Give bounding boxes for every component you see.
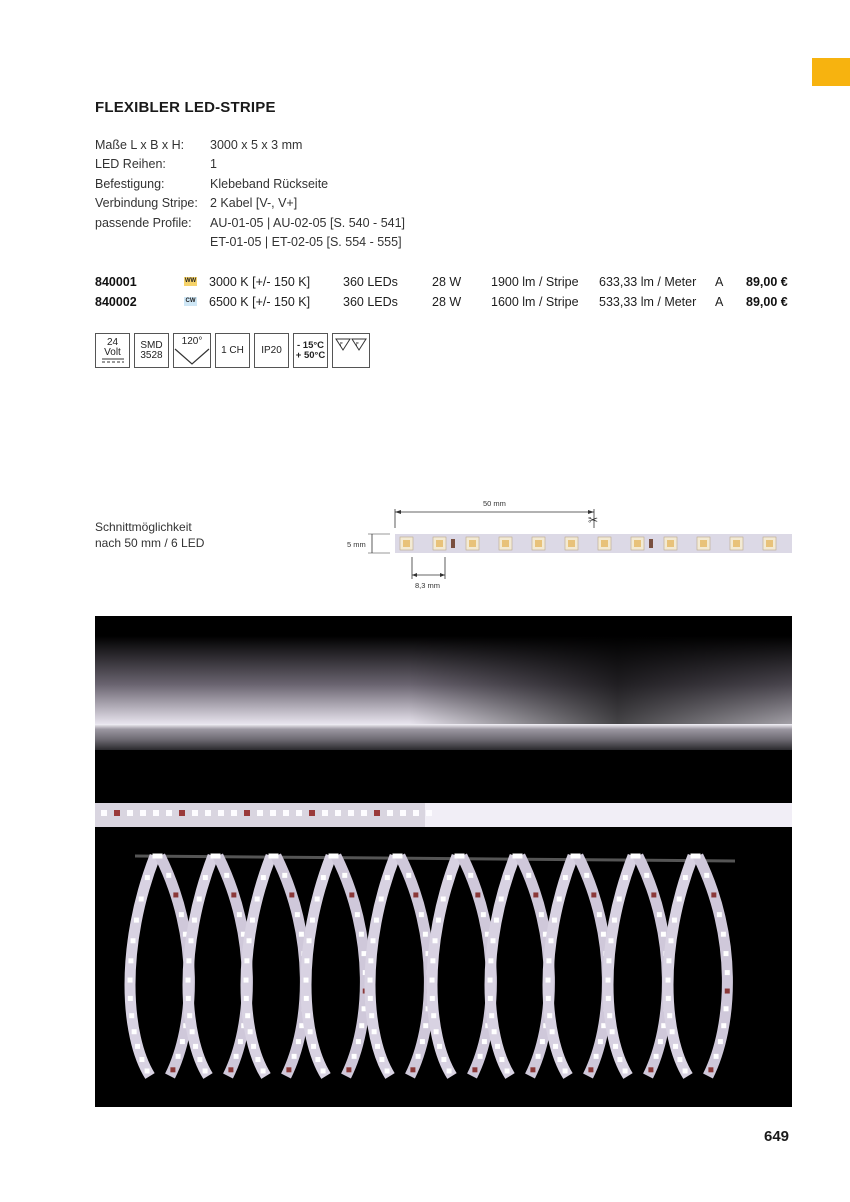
- price: 89,00 €: [746, 295, 788, 309]
- color-temperature: 3000 K [+/- 150 K]: [209, 275, 311, 289]
- smd-icon: [134, 333, 169, 368]
- ip-rating-value: IP20: [261, 344, 282, 356]
- spec-value: Klebeband Rückseite: [210, 176, 329, 191]
- spec-row: [95, 155, 405, 174]
- wattage: 28 W: [432, 275, 462, 289]
- smd-label: SMD: [140, 339, 163, 351]
- height-label: 5 mm: [347, 540, 366, 549]
- spec-row: [95, 233, 405, 252]
- temperature-icon: [293, 333, 328, 368]
- cut-note-line: Schnittmöglichkeit: [95, 520, 192, 534]
- temperature-low: - 15°C: [296, 339, 325, 351]
- spec-row: [95, 136, 405, 155]
- led-count: 360 LEDs: [343, 275, 398, 289]
- scissors-icon: ✂: [588, 513, 599, 527]
- beam-angle-value: 120°: [181, 336, 203, 347]
- spec-label: [95, 233, 210, 252]
- smd-type: 3528: [140, 349, 163, 361]
- product-photo: [95, 616, 792, 1107]
- furniture-mount-icon: [332, 333, 370, 368]
- spec-row: [95, 214, 405, 233]
- spec-value: ET-01-05 | ET-02-05 [S. 554 - 555]: [210, 235, 402, 250]
- spec-label: Befestigung:: [95, 176, 165, 191]
- angle-shape-icon: [174, 347, 210, 365]
- warm-white-badge: WW: [184, 278, 197, 284]
- svg-text:F: F: [356, 342, 359, 348]
- spec-value: 2 Kabel [V-, V+]: [210, 196, 298, 211]
- svg-text:F: F: [340, 342, 343, 348]
- pitch-label: 8,3 mm: [415, 581, 441, 590]
- spec-label: Maße L x B x H:: [95, 138, 185, 152]
- length-label: 50 mm: [483, 499, 506, 508]
- lumen-meter: 633,33 lm / Meter: [599, 275, 697, 289]
- spec-value: AU-01-05 | AU-02-05 [S. 540 - 541]: [210, 215, 406, 230]
- price: 89,00 €: [746, 275, 788, 289]
- page-number: 649: [764, 1128, 790, 1145]
- aluminium-profile: [95, 724, 792, 750]
- voltage-value: 24: [106, 337, 119, 348]
- product-row: [95, 273, 792, 291]
- product-code: 840001: [95, 275, 137, 289]
- product-code: 840002: [95, 295, 137, 309]
- channel-icon: [215, 333, 250, 368]
- color-temperature: 6500 K [+/- 150 K]: [209, 295, 311, 309]
- beam-angle-icon: [173, 333, 211, 368]
- temperature-high: + 50°C: [295, 349, 326, 361]
- spec-value: 1: [210, 157, 217, 172]
- voltage-unit: Volt: [104, 347, 121, 358]
- spec-label: passende Profile:: [95, 215, 192, 230]
- voltage-icon: [95, 333, 130, 368]
- spec-value: 3000 x 5 x 3 mm: [210, 138, 303, 152]
- cut-note-line: nach 50 mm / 6 LED: [95, 535, 205, 550]
- led-count: 360 LEDs: [343, 295, 398, 309]
- product-row: [95, 293, 792, 311]
- dc-symbol-icon: [102, 358, 124, 363]
- cold-white-badge: CW: [185, 298, 196, 304]
- section-color-tab: [812, 58, 850, 86]
- cut-note: [95, 520, 204, 551]
- spec-list: [95, 136, 405, 252]
- spec-row: [95, 175, 405, 194]
- spec-label: Verbindung Stripe:: [95, 196, 198, 211]
- lumen-stripe: 1600 lm / Stripe: [491, 295, 579, 309]
- triangle-marks-icon: [335, 338, 367, 352]
- lumen-meter: 533,33 lm / Meter: [599, 295, 697, 309]
- channel-value: 1 CH: [221, 344, 244, 356]
- spec-label: LED Reihen:: [95, 157, 166, 172]
- ip-rating-icon: [254, 333, 289, 368]
- energy-class: A: [715, 275, 724, 289]
- feature-icons: [95, 333, 370, 368]
- lumen-stripe: 1900 lm / Stripe: [491, 275, 579, 289]
- dimension-diagram: [335, 495, 792, 595]
- spec-row: [95, 194, 405, 213]
- energy-class: A: [715, 295, 724, 309]
- wattage: 28 W: [432, 295, 462, 309]
- page-title: FLEXIBLER LED-STRIPE: [95, 99, 276, 116]
